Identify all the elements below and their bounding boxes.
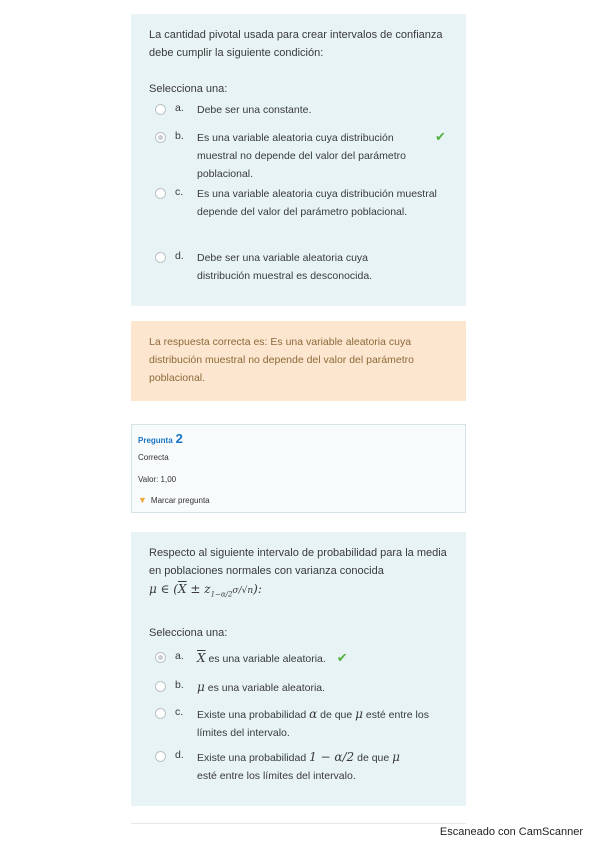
select-one-label: Selecciona una: [149,83,228,95]
radio-button[interactable] [155,708,166,719]
question-number: Pregunta 2 [138,431,183,446]
question-1-card [131,14,466,306]
radio-button-selected[interactable] [155,652,166,663]
option-letter: c. [175,186,184,198]
option-text: Debe ser una constante. [197,104,312,116]
option-letter: a. [175,650,184,662]
question-1-text: La cantidad pivotal usada para crear intervalos de confianza debe cumplir la siguiente condición: [149,29,443,59]
question-2-text: Respecto al siguiente intervalo de probabilidad para la media en poblaciones normales con varianza conocida μ ∈ $(\overline{X} \pm z_{1-\alpha/2}\sigma/√n)$: [149,547,447,599]
radio-button[interactable] [155,751,166,762]
radio-button-selected[interactable] [155,132,166,143]
option-letter: d. [175,749,184,761]
option-letter: c. [175,706,184,718]
option-text: Es una variable aleatoria cuya distribución muestral no depende del valor del parámetro poblacional. [197,132,406,180]
camscanner-watermark: Escaneado con CamScanner [439,826,583,838]
flag-question-link[interactable]: ▼ Marcar pregunta [138,495,210,505]
option-text: Debe ser una variable aleatoria cuya distribución muestral es desconocida. [197,252,373,282]
option-text: μ es una variable aleatoria. [197,680,326,694]
question-status: Correcta [138,453,169,462]
flag-icon: ▼ [138,495,147,505]
interval-formula: μ ∈ $(\overline{X} \pm z_{1-\alpha/2}\sigma/√n)$: [149,582,262,599]
radio-button[interactable] [155,681,166,692]
question-2-card [131,532,466,806]
option-letter: a. [175,102,184,114]
checkmark-icon: ✔ [336,650,348,665]
option-letter: b. [175,679,184,691]
correct-answer-feedback [131,321,466,401]
option-text: Es una variable aleatoria cuya distribución muestral depende del valor del parámetro poblacional. [197,188,437,218]
radio-button[interactable] [155,188,166,199]
option-text: Existe una probabilidad 1 − α/2 de que μ esté entre los límites del intervalo. [197,750,400,782]
option-letter: d. [175,250,184,262]
checkmark-icon: ✔ [435,129,446,144]
question-value: Valor: 1,00 [138,475,177,484]
divider [131,823,466,824]
option-text: Existe una probabilidad α de que μ esté entre los límites del intervalo. [197,707,429,739]
radio-button[interactable] [155,104,166,115]
radio-button[interactable] [155,252,166,263]
option-letter: b. [175,130,184,142]
select-one-label: Selecciona una: [149,627,228,639]
feedback-text: La respuesta correcta es: Es una variable aleatoria cuya distribución muestral no depende del valor del parámetro poblacional. [149,336,414,384]
question-2-info [131,424,466,513]
option-text: $\overline{X}$ es una variable aleatoria. ✔ [197,650,348,665]
